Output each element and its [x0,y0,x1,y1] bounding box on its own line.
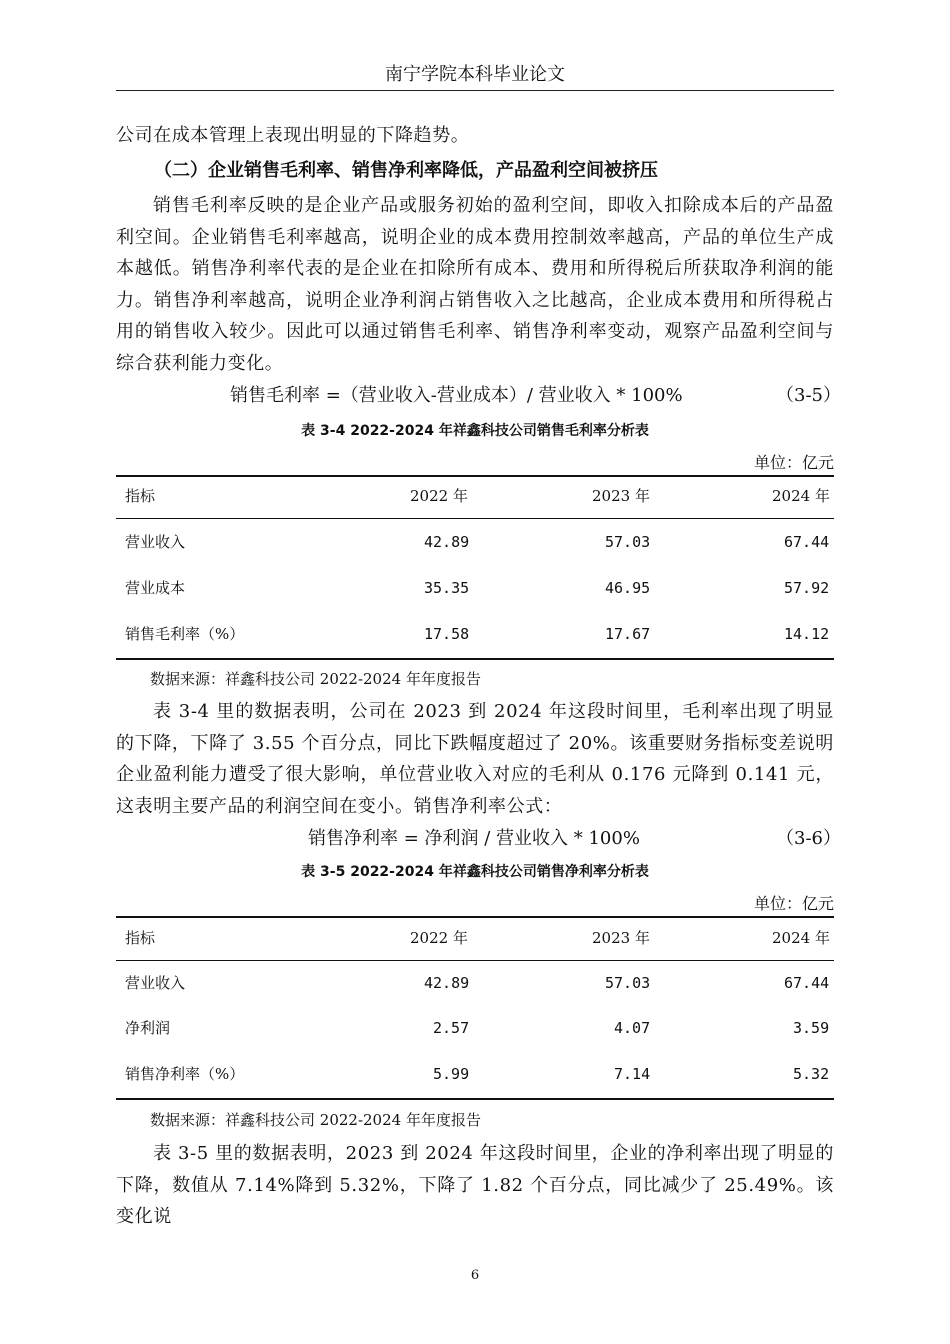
table-unit: 单位：亿元 [753,894,834,913]
equation-number-3-6: （3-6） [776,828,841,849]
table-cell: 14.12 [784,625,830,643]
paragraph-margin-explanation: 销售毛利率反映的是企业产品或服务初始的盈利空间，即收入扣除成本后的产品盈利空间。企业销售毛利率越高，说明企业的成本费用控制效率越高，产品的单位生产成本越低。销售净利率代表的是企业在扣除所有成本、费用和所得税后所获取净利润的能力。销售净利率越高，说明企业净利润占销售收入之比越高，企业成本费用和所得税占用的销售收入较少。因此可以通过销售毛利率、销售净利率变动，观察产品盈利空间与综合获利能力变化。 [116,195,834,374]
table-cell: 5.32 [793,1065,830,1083]
table-bottom-rule [116,658,834,660]
table-cell: 17.67 [605,625,651,643]
table-source: 数据来源：祥鑫科技公司 2022-2024 年年度报告 [150,670,481,688]
table-bottom-rule [116,1098,834,1100]
table-source: 数据来源：祥鑫科技公司 2022-2024 年年度报告 [150,1111,481,1129]
header-cell: 2023 年 [592,487,650,505]
table-cell: 42.89 [424,533,470,551]
header-cell: 指标 [125,487,156,505]
table-cell: 35.35 [424,579,470,597]
row-label: 销售毛利率（%） [125,625,245,643]
table-header-rule [116,960,834,961]
table-cell: 2.57 [433,1019,470,1037]
table-cell: 67.44 [784,974,830,992]
page-header: 南宁学院本科毕业论文 [116,60,834,91]
header-cell: 指标 [125,929,156,947]
header-cell: 2024 年 [772,929,830,947]
table-cell: 5.99 [433,1065,470,1083]
paragraph-gross-margin-analysis: 表 3-4 里的数据表明，公司在 2023 到 2024 年这段时间里，毛利率出现了明显的下降，下降了 3.55 个百分点，同比下跌幅度超过了 20%。该重要财务指标变差说明企业盈利能力遭受了很大影响，单位营业收入对应的毛利从 0.176 元降到 0.141 元，这表明主要产品的利润空间在变小。销售净利率公式： [116,701,834,817]
table-cell: 57.03 [605,533,651,551]
table-cell: 3.59 [793,1019,830,1037]
table-cell: 57.03 [605,974,651,992]
header-cell: 2024 年 [772,487,830,505]
table-cell: 7.14 [614,1065,651,1083]
formula-net-margin: 销售净利率 = 净利润 / 营业收入 * 100% [308,828,640,849]
table-cell: 46.95 [605,579,651,597]
row-label: 销售净利率（%） [125,1065,245,1083]
header-cell: 2023 年 [592,929,650,947]
header-cell: 2022 年 [410,487,468,505]
paragraph-intro: 公司在成本管理上表现出明显的下降趋势。 [116,125,470,146]
table-unit: 单位：亿元 [753,453,834,472]
table-caption: 表 3-5 2022-2024 年祥鑫科技公司销售净利率分析表 [301,864,649,880]
table-top-rule [116,916,834,918]
row-label: 营业收入 [125,533,186,551]
table-header-rule [116,518,834,519]
row-label: 净利润 [125,1019,171,1037]
table-cell: 67.44 [784,533,830,551]
table-cell: 4.07 [614,1019,651,1037]
formula-gross-margin: 销售毛利率 =（营业收入-营业成本）/ 营业收入 * 100% [230,385,683,406]
page-number: 6 [470,1268,480,1283]
table-cell: 17.58 [424,625,470,643]
equation-number-3-5: （3-5） [776,385,841,406]
section-heading: （二）企业销售毛利率、销售净利率降低，产品盈利空间被挤压 [154,160,658,181]
paragraph-net-margin-analysis: 表 3-5 里的数据表明，2023 到 2024 年这段时间里，企业的净利率出现了明显的下降，数值从 7.14%降到 5.32%，下降了 1.82 个百分点，同比减少了 25.49%。该变化说 [116,1143,834,1227]
row-label: 营业成本 [125,579,186,597]
table-caption: 表 3-4 2022-2024 年祥鑫科技公司销售毛利率分析表 [301,423,649,439]
table-cell: 57.92 [784,579,830,597]
row-label: 营业收入 [125,974,186,992]
table-cell: 42.89 [424,974,470,992]
table-top-rule [116,475,834,477]
header-cell: 2022 年 [410,929,468,947]
